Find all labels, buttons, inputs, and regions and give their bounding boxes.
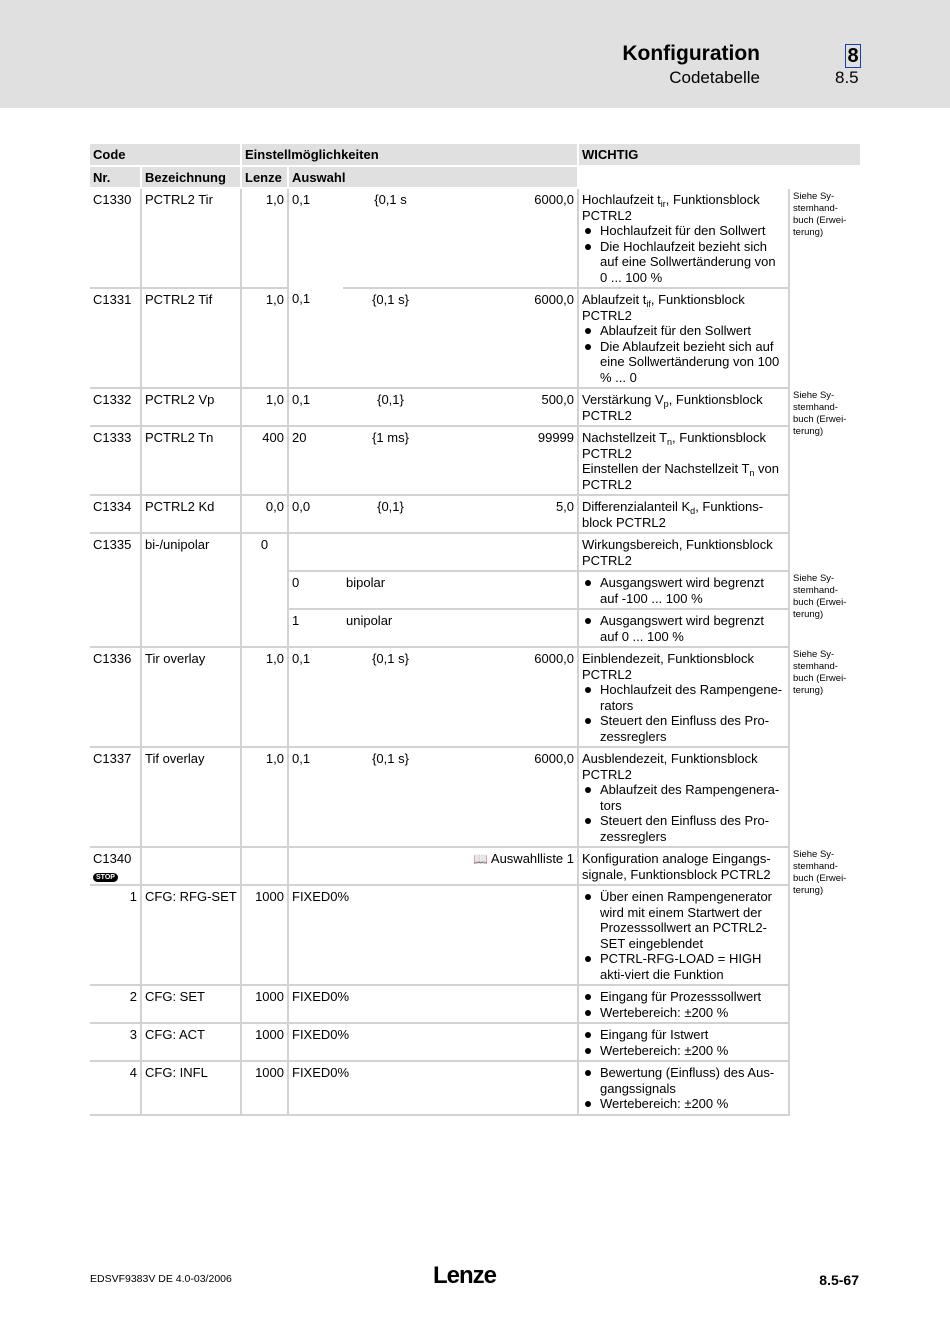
selection-list-cell: 📖 Auswahlliste 1 (288, 847, 578, 885)
name-cell: PCTRL2 Tif (141, 288, 241, 388)
code-cell: C1334 (90, 495, 141, 533)
lenze-cell: 1,0 (241, 288, 288, 388)
table-row (90, 188, 861, 288)
option-value: 0 (288, 571, 343, 609)
code-table (90, 144, 862, 1116)
header-settings: Einstellmöglichkeiten (241, 144, 578, 166)
description-cell (578, 609, 789, 647)
name-cell: CFG: INFL (141, 1061, 241, 1115)
description-cell (578, 1023, 789, 1061)
max-cell: 6000,0 (483, 747, 578, 847)
code-cell: C1333 (90, 426, 141, 495)
document-id: EDSVF9383V DE 4.0-03/2006 (90, 1273, 232, 1285)
min-cell: 0,1 (288, 388, 343, 426)
section-number: 8.5 (835, 68, 859, 87)
description-cell: Ausblendezeit, Funktionsblock PCTRL2 Ablaufzeit des Rampengenera-tors Steuert den Einfluss des Pro-zessreglers (578, 747, 789, 847)
list-item: Eingang für Istwert (582, 1027, 785, 1043)
description-cell (578, 985, 789, 1023)
table-row (90, 885, 861, 985)
step-cell: {0,1} (343, 495, 438, 533)
list-item: Die Hochlaufzeit bezieht sich auf eine Sollwertänderung von 0 ... 100 % (582, 239, 785, 286)
table-row (90, 533, 861, 571)
description-cell: Ablaufzeit $t_{if}$, Funktionsblock PCTRL2 Ablaufzeit für den Sollwert Die Ablaufzeit bezieht sich auf eine Sollwertänderung von 100 % ... 0 (578, 288, 789, 388)
max-cell: 6000,0 (483, 188, 578, 288)
step-cell: {0,1 s (343, 188, 438, 288)
description-cell (578, 1061, 789, 1115)
name-cell: PCTRL2 Vp (141, 388, 241, 426)
max-cell: 99999 (483, 426, 578, 495)
header-important: WICHTIG (578, 144, 861, 166)
page-number: 8.5-67 (819, 1272, 859, 1288)
lenze-cell: 1,0 (241, 388, 288, 426)
lenze-cell: 0 (241, 533, 288, 647)
list-item: Bewertung (Einfluss) des Aus-gangssignals (582, 1065, 785, 1096)
min-cell: 0,1 (288, 288, 343, 388)
list-item: Wertebereich: ±200 % (582, 1096, 785, 1112)
code-cell: C1332 (90, 388, 141, 426)
sub-nr-cell: 4 (90, 1061, 141, 1115)
list-item: Eingang für Prozesssollwert (582, 989, 785, 1005)
selection-cell: FIXED0% (288, 1023, 578, 1061)
name-cell: CFG: RFG-SET (141, 885, 241, 985)
step-cell: {1 ms} (343, 426, 438, 495)
sub-nr-cell: 3 (90, 1023, 141, 1061)
book-icon: 📖 (472, 852, 488, 866)
list-item: Steuert den Einfluss des Pro-zessreglers (582, 713, 785, 744)
list-item: Steuert den Einfluss des Pro-zessreglers (582, 813, 785, 844)
list-item: Ausgangswert wird begrenzt auf 0 ... 100 % (582, 613, 785, 644)
header-code: Code (90, 144, 241, 166)
description-cell: Wirkungsbereich, Funktionsblock PCTRL2 (578, 533, 789, 571)
option-value: 1 (288, 609, 343, 647)
lenze-cell: 1000 (241, 985, 288, 1023)
list-item: Ausgangswert wird begrenzt auf -100 ... 100 % (582, 575, 785, 606)
table-row (90, 985, 861, 1023)
step-cell: {0,1 s} (343, 647, 438, 747)
description-cell (578, 571, 789, 609)
max-cell: 5,0 (483, 495, 578, 533)
lenze-cell: 0,0 (241, 495, 288, 533)
min-cell: 0,1 (292, 192, 311, 207)
table-row (90, 1023, 861, 1061)
description-cell: Differenzialanteil $K_d$, Funktions-block PCTRL2 (578, 495, 789, 533)
description-cell: Verstärkung $V_p$, Funktionsblock PCTRL2 (578, 388, 789, 426)
name-cell: bi-/unipolar (141, 533, 241, 647)
table-row (90, 847, 861, 885)
list-item: Über einen Rampengenerator wird mit einem Startwert der Prozesssollwert an PCTRL2-SET eingeblendet (582, 889, 785, 951)
option-label: bipolar (343, 571, 578, 609)
name-cell: CFG: SET (141, 985, 241, 1023)
header-nr: Nr. (90, 166, 141, 189)
note-reference: Siehe Sy- stemhand- buch (Erwei- terung) (793, 390, 847, 437)
code-cell: C1340 STOP (90, 847, 141, 885)
code-cell: C1335 (90, 533, 141, 647)
description-cell: Hochlaufzeit $t_{ir}$, Funktionsblock PCTRL2 Hochlaufzeit für den Sollwert Die Hochlaufzeit bezieht sich auf eine Sollwertänderung von 0 ... 100 % (578, 188, 789, 288)
description-cell (578, 885, 789, 985)
list-item: Wertebereich: ±200 % (582, 1043, 785, 1059)
max-cell: 500,0 (483, 388, 578, 426)
max-cell: 6000,0 (483, 288, 578, 388)
table-row (90, 495, 861, 533)
step-cell: {0,1 s} (343, 747, 438, 847)
lenze-cell: 400 (241, 426, 288, 495)
code-cell: C1330 (90, 188, 141, 288)
table-row (90, 647, 861, 747)
list-item: PCTRL-RFG-LOAD = HIGH akti-viert die Funktion (582, 951, 785, 982)
lenze-cell: 1000 (241, 1061, 288, 1115)
header-lenze: Lenze (241, 166, 288, 189)
list-item: Ablaufzeit des Rampengenera-tors (582, 782, 785, 813)
list-item: Hochlaufzeit für den Sollwert (582, 223, 785, 239)
lenze-cell: 1000 (241, 1023, 288, 1061)
min-cell: 0,1 (288, 647, 343, 747)
note-reference: Siehe Sy- stemhand- buch (Erwei- terung) (793, 649, 847, 696)
list-item: Ablaufzeit für den Sollwert (582, 323, 785, 339)
table-row (90, 1061, 861, 1115)
chapter-number: 8 (845, 44, 861, 68)
name-cell: PCTRL2 Tn (141, 426, 241, 495)
lenze-cell: 1,0 (241, 747, 288, 847)
code-cell: C1331 (90, 288, 141, 388)
list-item: Die Ablaufzeit bezieht sich auf eine Sollwertänderung von 100 % ... 0 (582, 339, 785, 386)
page-title: Konfiguration (622, 42, 760, 65)
stop-icon: STOP (93, 873, 118, 882)
table-row (90, 747, 861, 847)
name-cell: PCTRL2 Tir (141, 188, 241, 288)
min-cell: 0,1 (288, 747, 343, 847)
description-cell: Einblendezeit, Funktionsblock PCTRL2 Hochlaufzeit des Rampengene-rators Steuert den Einfluss des Pro-zessreglers (578, 647, 789, 747)
lenze-cell: 1,0 (241, 647, 288, 747)
min-cell: 0,0 (288, 495, 343, 533)
step-cell: {0,1 s} (343, 288, 438, 388)
code-cell: C1336 (90, 647, 141, 747)
min-cell: 20 (288, 426, 343, 495)
note-reference: Siehe Sy- stemhand- buch (Erwei- terung) (793, 573, 847, 620)
selection-cell: FIXED0% (288, 885, 578, 985)
table-row (90, 426, 861, 495)
lenze-cell: 1,0 (241, 188, 288, 288)
note-reference: Siehe Sy- stemhand- buch (Erwei- terung) (793, 849, 847, 896)
description-cell: Konfiguration analoge Eingangs-signale, Funktionsblock PCTRL2 (578, 847, 789, 885)
header-designation: Bezeichnung (141, 166, 241, 189)
selection-cell: FIXED0% (288, 985, 578, 1023)
name-cell: Tif overlay (141, 747, 241, 847)
selection-cell: FIXED0% (288, 1061, 578, 1115)
name-cell: PCTRL2 Kd (141, 495, 241, 533)
table-header-row (90, 144, 861, 166)
sub-nr-cell: 1 (90, 885, 141, 985)
lenze-cell: 1000 (241, 885, 288, 985)
name-cell: CFG: ACT (141, 1023, 241, 1061)
description-cell: Nachstellzeit $T_n$, Funktionsblock PCTRL2 Einstellen der Nachstellzeit $T_n$ von PCTRL2 (578, 426, 789, 495)
name-cell: Tir overlay (141, 647, 241, 747)
list-item: Hochlaufzeit des Rampengene-rators (582, 682, 785, 713)
header-band (0, 0, 950, 108)
sub-nr-cell: 2 (90, 985, 141, 1023)
note-reference: Siehe Sy- stemhand- buch (Erwei- terung) (793, 191, 847, 238)
table-subheader-row (90, 166, 861, 189)
code-cell: C1337 (90, 747, 141, 847)
option-label: unipolar (343, 609, 578, 647)
list-item: Wertebereich: ±200 % (582, 1005, 785, 1021)
max-cell: 6000,0 (483, 647, 578, 747)
table-row (90, 388, 861, 426)
page-subtitle: Codetabelle (669, 68, 760, 87)
table-row (90, 288, 861, 388)
header-selection: Auswahl (288, 166, 578, 189)
lenze-logo: Lenze (433, 1262, 497, 1289)
step-cell: {0,1} (343, 388, 438, 426)
